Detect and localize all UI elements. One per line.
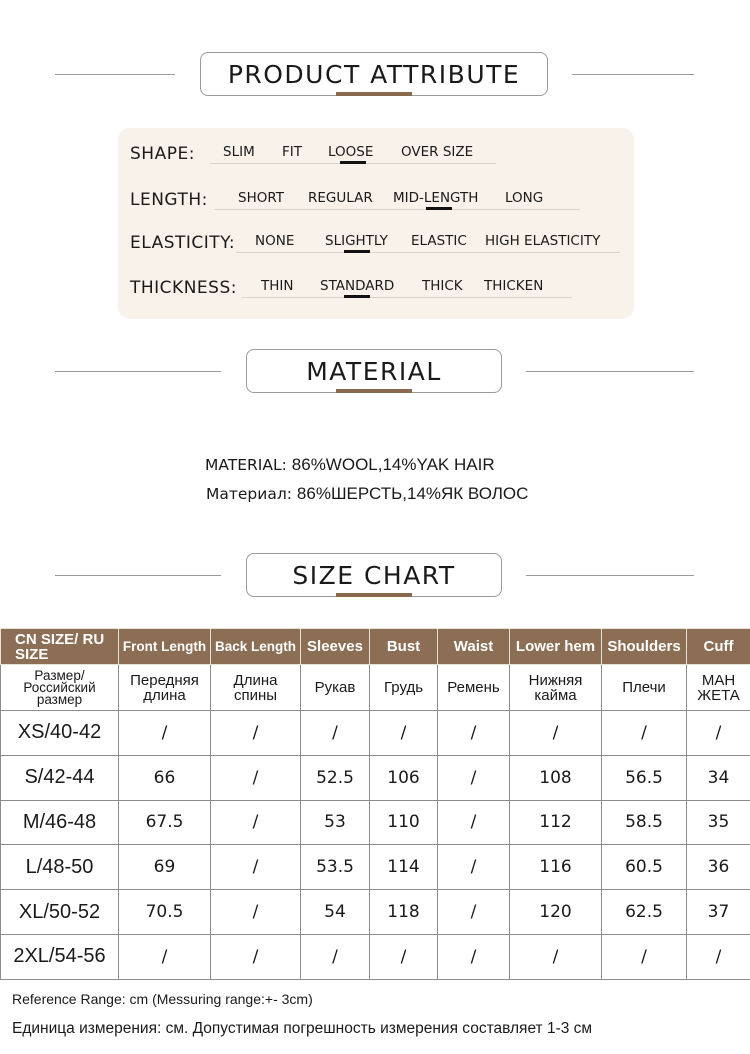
table-row xyxy=(1,755,750,800)
measurement-note-ru: Единица измерения: см. Допустимая погрешность измерения составляет 1-3 см xyxy=(12,1020,593,1037)
table-header-cell: CN SIZE/ RU SIZE xyxy=(1,629,119,665)
attr-option: SLIM xyxy=(223,144,255,160)
table-row xyxy=(1,890,750,935)
attr-option: FIT xyxy=(282,144,302,160)
table-header-cell: Плечи xyxy=(602,665,687,711)
table-cell: 108 xyxy=(510,755,602,800)
material-line-ru xyxy=(206,484,528,504)
size-label-cell: 2XL/54-56 xyxy=(1,934,119,979)
table-cell: / xyxy=(119,711,211,756)
table-cell: / xyxy=(602,934,687,979)
divider-left xyxy=(55,371,221,372)
table-row xyxy=(1,711,750,756)
table-cell: / xyxy=(438,800,510,845)
table-header-cell: Размер/ Российский размер xyxy=(1,665,119,711)
selected-marker xyxy=(426,207,452,210)
size-chart-header xyxy=(0,553,750,603)
table-cell: 118 xyxy=(370,890,438,935)
size-label-cell: M/46-48 xyxy=(1,800,119,845)
table-cell: 120 xyxy=(510,890,602,935)
section-underline xyxy=(336,92,412,96)
attr-option: THIN xyxy=(261,278,294,294)
section-title-size-chart: SIZE CHART xyxy=(246,553,502,597)
table-cell: 36 xyxy=(687,845,750,890)
attr-rule xyxy=(236,252,620,253)
selected-marker xyxy=(344,250,370,253)
table-cell: / xyxy=(687,934,750,979)
table-header-cell: Рукав xyxy=(301,665,370,711)
material-header xyxy=(0,349,750,399)
table-cell: 53 xyxy=(301,800,370,845)
product-attribute-header xyxy=(0,52,750,102)
attr-label-shape: SHAPE: xyxy=(130,144,195,164)
table-cell: / xyxy=(211,711,301,756)
table-cell: 112 xyxy=(510,800,602,845)
selected-marker xyxy=(344,295,370,298)
attribute-panel xyxy=(118,128,634,319)
table-cell: 110 xyxy=(370,800,438,845)
table-cell: / xyxy=(211,890,301,935)
table-header-cell: Bust xyxy=(370,629,438,665)
table-header-cell: Front Length xyxy=(119,629,211,665)
table-row xyxy=(1,934,750,979)
table-cell: 52.5 xyxy=(301,755,370,800)
attr-option: THICK xyxy=(422,278,463,294)
divider-right xyxy=(526,371,694,372)
table-header-cell: Sleeves xyxy=(301,629,370,665)
section-title-material: MATERIAL xyxy=(246,349,502,393)
material-line-en xyxy=(205,455,495,475)
table-cell: / xyxy=(211,845,301,890)
table-cell: 34 xyxy=(687,755,750,800)
reference-range-note: Reference Range: cm (Messuring range:+- 3cm) xyxy=(12,991,313,1007)
table-header-cell: Cuff xyxy=(687,629,750,665)
table-cell: / xyxy=(119,934,211,979)
table-cell: 67.5 xyxy=(119,800,211,845)
table-header-cell: Передняя длина xyxy=(119,665,211,711)
attr-option: NONE xyxy=(255,233,295,249)
divider-right xyxy=(572,74,694,75)
section-underline xyxy=(336,389,412,393)
table-header-cell: Back Length xyxy=(211,629,301,665)
table-row xyxy=(1,800,750,845)
attr-label-elasticity: ELASTICITY: xyxy=(130,233,236,253)
table-cell: 58.5 xyxy=(602,800,687,845)
material-label-en: MATERIAL: xyxy=(205,456,287,474)
table-cell: / xyxy=(370,934,438,979)
attr-option: OVER SIZE xyxy=(401,144,474,160)
size-label-cell: L/48-50 xyxy=(1,845,119,890)
table-cell: / xyxy=(438,755,510,800)
table-cell: 106 xyxy=(370,755,438,800)
table-header-cell: Нижняя кайма xyxy=(510,665,602,711)
divider-left xyxy=(55,74,175,75)
table-cell: / xyxy=(602,711,687,756)
table-cell: / xyxy=(301,711,370,756)
attr-option-selected: SLIGHTLY xyxy=(325,233,388,249)
table-cell: / xyxy=(301,934,370,979)
attr-label-thickness: THICKNESS: xyxy=(130,278,237,298)
size-label-cell: XS/40-42 xyxy=(1,711,119,756)
attr-row-thickness xyxy=(118,276,634,316)
attr-rule xyxy=(214,209,580,210)
attr-row-elasticity xyxy=(118,231,634,271)
size-label-cell: S/42-44 xyxy=(1,755,119,800)
table-header-cell: Ремень xyxy=(438,665,510,711)
table-cell: / xyxy=(510,711,602,756)
size-chart-table xyxy=(0,628,750,980)
attr-option: SHORT xyxy=(238,190,284,206)
table-cell: 116 xyxy=(510,845,602,890)
size-label-cell: XL/50-52 xyxy=(1,890,119,935)
table-cell: / xyxy=(211,755,301,800)
material-value-en: 86%WOOL,14%YAK HAIR xyxy=(291,455,495,474)
material-label-ru: Материал: xyxy=(206,485,292,503)
section-title-product-attribute: PRODUCT ATTRIBUTE xyxy=(200,52,548,96)
table-header-cell: Lower hem xyxy=(510,629,602,665)
table-cell: 66 xyxy=(119,755,211,800)
table-cell: 53.5 xyxy=(301,845,370,890)
attr-option: ELASTIC xyxy=(411,233,467,249)
table-cell: 37 xyxy=(687,890,750,935)
table-header-row-en xyxy=(1,629,750,665)
divider-right xyxy=(526,575,694,576)
table-cell: 35 xyxy=(687,800,750,845)
table-header-cell: Shoulders xyxy=(602,629,687,665)
attr-option: LONG xyxy=(505,190,544,206)
material-value-ru: 86%ШЕРСТЬ,14%ЯК ВОЛОС xyxy=(296,484,529,503)
attr-option-selected: LOOSE xyxy=(328,144,374,160)
table-cell: 60.5 xyxy=(602,845,687,890)
table-cell: / xyxy=(510,934,602,979)
table-cell: / xyxy=(211,934,301,979)
table-header-cell: Длина спины xyxy=(211,665,301,711)
table-cell: / xyxy=(687,711,750,756)
table-header-cell: Грудь xyxy=(370,665,438,711)
table-row xyxy=(1,845,750,890)
table-header-cell: МАН ЖЕТА xyxy=(687,665,750,711)
table-header-cell: Waist xyxy=(438,629,510,665)
table-cell: 56.5 xyxy=(602,755,687,800)
attr-option: THICKEN xyxy=(484,278,544,294)
table-header-row-ru xyxy=(1,665,750,711)
table-cell: 54 xyxy=(301,890,370,935)
selected-marker xyxy=(340,161,366,164)
attr-option: HIGH ELASTICITY xyxy=(485,233,601,249)
table-cell: / xyxy=(211,800,301,845)
table-cell: 70.5 xyxy=(119,890,211,935)
attr-row-length xyxy=(118,186,634,226)
table-cell: / xyxy=(438,934,510,979)
table-cell: 62.5 xyxy=(602,890,687,935)
divider-left xyxy=(55,575,221,576)
table-cell: 69 xyxy=(119,845,211,890)
attr-option-selected: STANDARD xyxy=(320,278,395,294)
table-cell: / xyxy=(438,711,510,756)
attr-option-selected: MID-LENGTH xyxy=(393,190,479,206)
attr-row-shape xyxy=(118,140,634,180)
attr-label-length: LENGTH: xyxy=(130,190,208,210)
attr-option: REGULAR xyxy=(308,190,373,206)
table-cell: / xyxy=(438,890,510,935)
table-cell: / xyxy=(438,845,510,890)
section-underline xyxy=(336,593,412,597)
attr-rule xyxy=(242,297,572,298)
table-cell: / xyxy=(370,711,438,756)
table-cell: 114 xyxy=(370,845,438,890)
